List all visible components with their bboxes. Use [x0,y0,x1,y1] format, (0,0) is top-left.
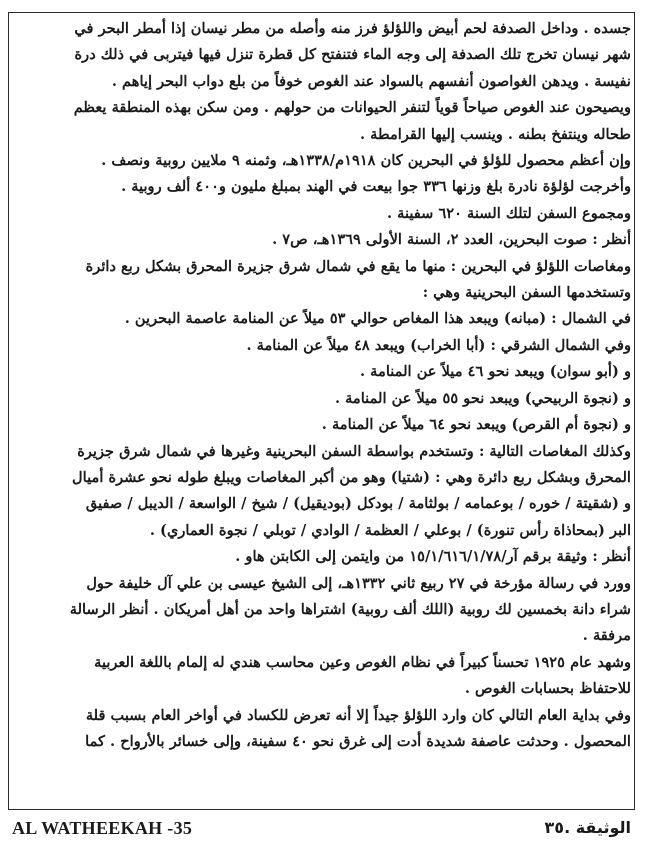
text-line: جسده . وداخل الصدفة لحم أبيض واللؤلؤ فرز منه وأصله من مطر نيسان إذا أمطر البحر في [74,20,631,37]
text-line: أنظر : صوت البحرين، العدد ٢، السنة الأولى ١٣٦٩هـ، ص٧ . [272,231,631,249]
text-line: وفي بداية العام التالي كان وارد اللؤلؤ جيداً إلا أنه تعرض للكساد في أواخر العام بسبب قلة [85,706,631,724]
text-line: ويصيحون عند الغوص صياحاً قوياً لتنفر الحيوانات من حولهم . ومن سكن بهذه المنطقة يعظم [73,99,631,117]
text-line: وكذلك المغاصات التالية : وتستخدم بواسطة السفن البحرينية وغيرها في شمال شرق جزيرة [77,442,631,460]
text-line: أنظر : وثيقة برقم آر/١٥/١/٦١٦/١/٧٨ من وايتمن إلى الكابتن هاو . [235,548,631,566]
text-line: ومغاصات اللؤلؤ في البحرين : منها ما يقع في شمال شرق جزيرة المحرق بشكل ربع دائرة [85,257,631,275]
text-line: للاحتفاظ بحسابات الغوص . [464,680,631,698]
text-line: نفيسة . ويدهن الغواصون أنفسهم بالسواد عند الغوص خوفاً من بلع دواب البحر إياهم . [111,72,631,90]
footer-arabic-title: الوثيقة .٣٥ [544,818,631,837]
text-line: وأخرجت لؤلؤة نادرة بلغ وزنها ٣٣٦ جوا بيعت في الهند بمبلغ مليون و٤٠٠ ألف روبية . [121,178,631,196]
text-line: طحاله وينتفخ بطنه . وينسب إليها القرامطة . [359,125,631,143]
text-line: البر (بمحاذاة رأس تنورة) / بوعلي / العظمة / الوادي / توبلي / نجوة العماري) . [149,521,631,539]
text-line: شراء دانة بخمسين لك روبية (اللك ألف روبية) اشتراها واحد من أهل أمريكان . أنظر الرسالة [69,600,631,618]
text-line: شهر نيسان تخرج تلك الصدفة إلى وجه الماء فتنفتح كل قطرة تنزل فيها فيتربى في ذلك درة [74,46,631,64]
text-line: وتستخدمها السفن البحرينية وهي : [422,284,631,302]
text-line: وفي الشمال الشرقي : (أبا الخراب) ويبعد ٤٨ ميلاً عن المنامة . [246,336,631,354]
text-line: و (أبو سوان) ويبعد نحو ٤٦ ميلاً عن المنامة . [360,363,631,381]
text-line: المحرق وبشكل ربع دائرة وهي : (شتيا) وهو من أكبر المغاصات ويبلغ طوله نحو عشرة أميال [72,468,631,486]
text-line: و (شقيتة / خوره / بوعمامه / بولثامة / بودكل (بوديقيل) / شيخ / الواسعة / الديبل / صفيق [85,495,631,513]
text-line: في الشمال : (مبانه) ويبعد هذا المغاص حوالي ٥٣ ميلاً عن المنامة عاصمة البحرين . [124,310,631,328]
text-line: ومجموع السفن لتلك السنة ٦٢٠ سفينة . [386,204,631,222]
text-line: وإن أعظم محصول للؤلؤ في البحرين كان ١٩١٨م/١٣٣٨هـ، وثمنه ٩ ملايين روبية ونصف . [101,152,631,170]
footer-english-title: AL WATHEEKAH -35 [12,818,193,838]
text-line: و (نجوة الربيحي) ويبعد نحو ٥٥ ميلاً عن المنامة . [334,389,631,407]
text-line: و (نجوة أم القرص) ويبعد نحو ٦٤ ميلاً عن المنامة . [321,416,631,434]
document-body [16,16,631,848]
text-line: وورد في رسالة مؤرخة في ٢٧ ربيع ثاني ١٣٣٢هـ، إلى الشيخ عيسى بن علي آل خليفة حول [86,574,631,592]
text-line: المحصول . وحدثت عاصفة شديدة أدت إلى غرق نحو ٤٠ سفينة، وإلى خسائر بالأرواح . كما [85,732,631,750]
text-line: مرفقة . [582,627,631,645]
text-line: وشهد عام ١٩٢٥ تحسناً كبيراً في نظام الغوص وعين محاسب هندي له إلمام باللغة العربية [94,653,631,671]
page-footer [8,818,635,842]
